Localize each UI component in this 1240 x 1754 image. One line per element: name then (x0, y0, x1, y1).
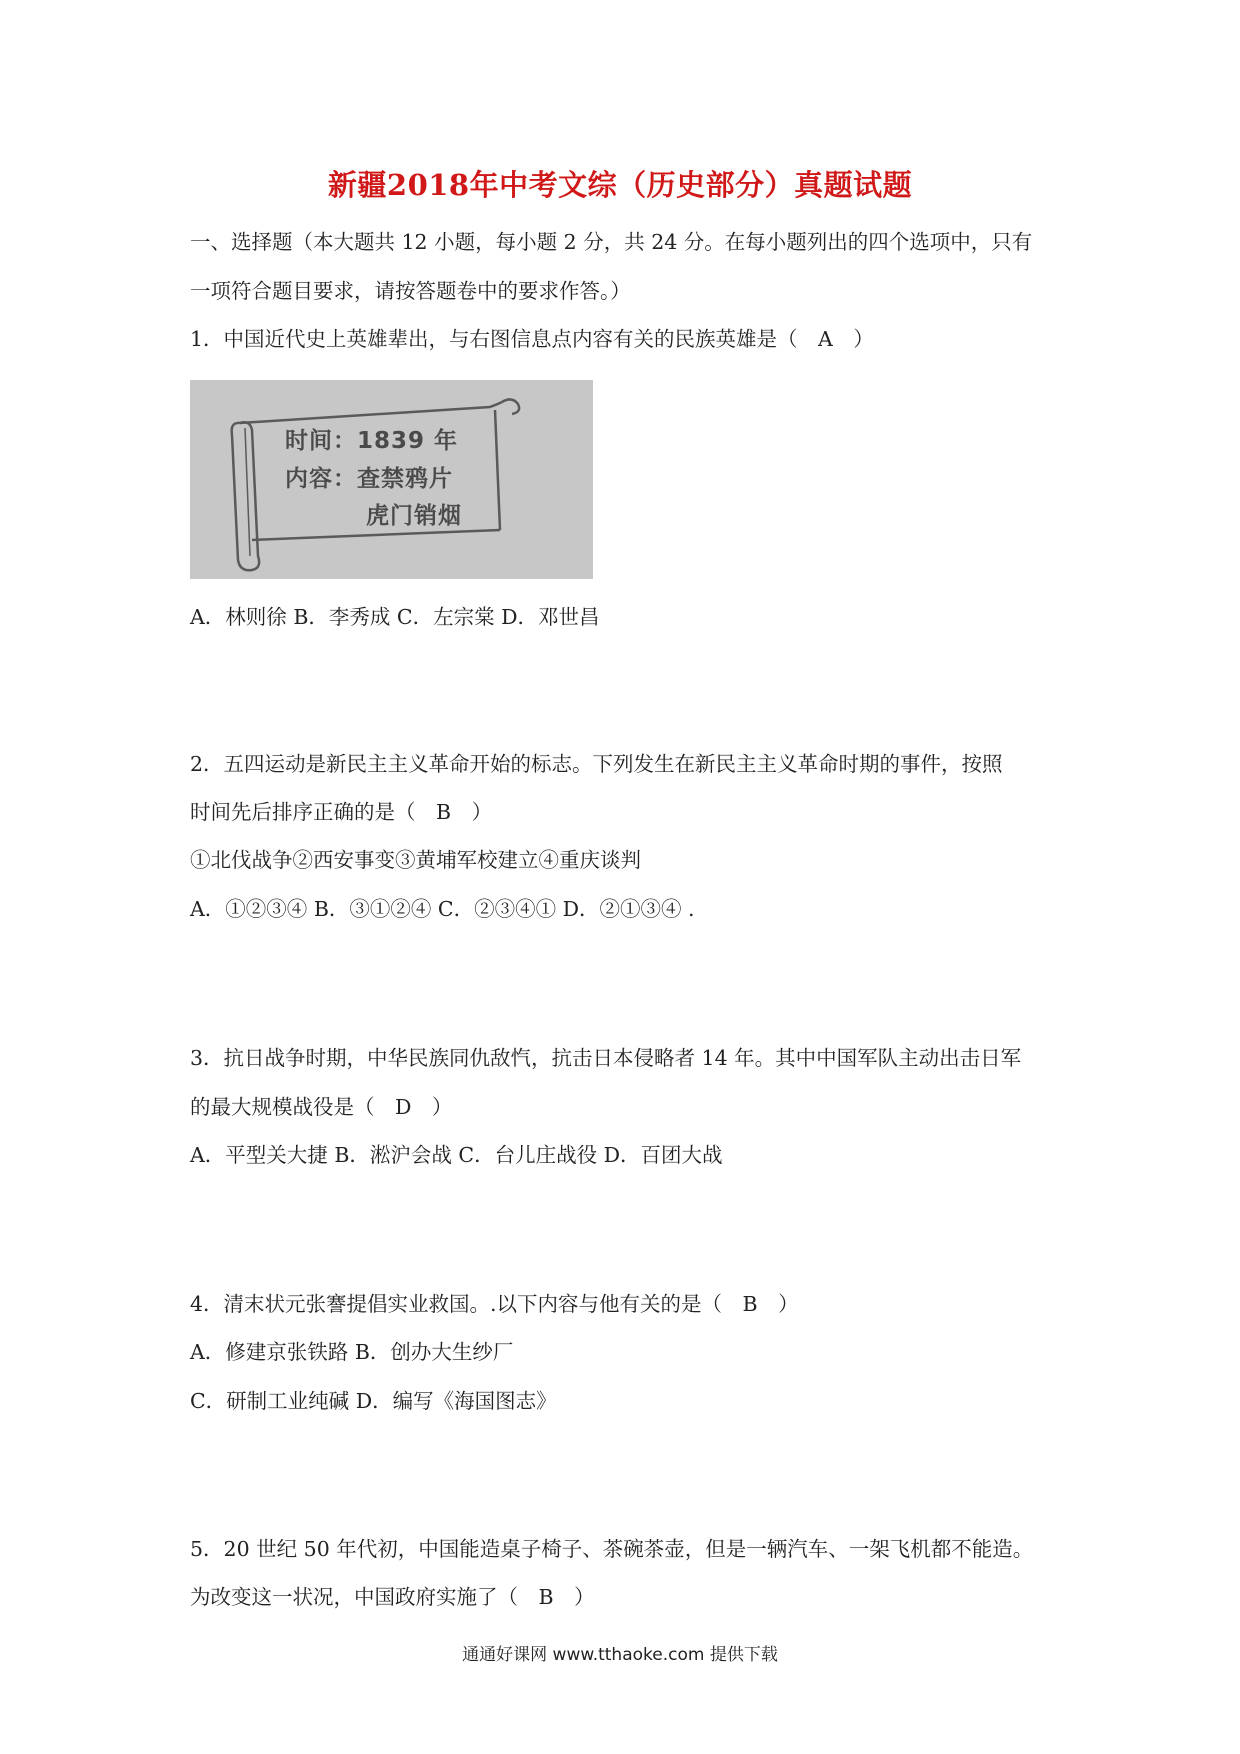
question-3-options: A．平型关大捷 B．淞沪会战 C．台儿庄战役 D．百团大战 (190, 1143, 723, 1167)
question-1-scroll-figure (190, 380, 593, 579)
section-header-line-2: 一项符合题目要求，请按答题卷中的要求作答。） (190, 279, 631, 303)
question-2-options: A．①②③④ B．③①②④ C．②③④① D．②①③④ . (190, 897, 695, 921)
question-1-stem: 1．中国近代史上英雄辈出，与右图信息点内容有关的民族英雄是（ A ） (190, 327, 874, 351)
question-2-stem-line-2: 时间先后排序正确的是（ B ） (190, 800, 493, 824)
section-header-line-1: 一、选择题（本大题共 12 小题，每小题 2 分，共 24 分。在每小题列出的四个选项中，只有 (190, 230, 1033, 254)
question-1-options: A．林则徐 B．李秀成 C．左宗棠 D．邓世昌 (190, 605, 600, 629)
scroll-line-time: 时间：1839 年 (285, 428, 459, 454)
question-4-stem: 4．清末状元张謇提倡实业救国。.以下内容与他有关的是（ B ） (190, 1292, 799, 1316)
page-title: 新疆2018年中考文综（历史部分）真题试题 (327, 168, 913, 202)
scroll-line-content-2: 虎门销烟 (366, 503, 462, 529)
question-5-stem-line-1: 5．20 世纪 50 年代初，中国能造桌子椅子、茶碗茶壶，但是一辆汽车、一架飞机都不能造。 (190, 1537, 1034, 1561)
question-4-options-line-2: C．研制工业纯碱 D．编写《海国图志》 (190, 1389, 557, 1413)
question-4-options-line-1: A．修建京张铁路 B．创办大生纱厂 (190, 1340, 514, 1364)
scroll-line-content: 内容：查禁鸦片 (285, 466, 453, 492)
question-3-stem-line-1: 3．抗日战争时期，中华民族同仇敌忾，抗击日本侵略者 14 年。其中中国军队主动出击日军 (190, 1046, 1022, 1070)
question-3-stem-line-2: 的最大规模战役是（ D ） (190, 1095, 453, 1119)
page-footer: 通通好课网 www.tthaoke.com 提供下载 (462, 1645, 778, 1665)
question-2-items: ①北伐战争②西安事变③黄埔军校建立④重庆谈判 (190, 848, 641, 872)
question-2-stem-line-1: 2．五四运动是新民主主义革命开始的标志。下列发生在新民主主义革命时期的事件，按照 (190, 752, 1003, 776)
question-5-stem-line-2: 为改变这一状况，中国政府实施了（ B ） (190, 1585, 595, 1609)
